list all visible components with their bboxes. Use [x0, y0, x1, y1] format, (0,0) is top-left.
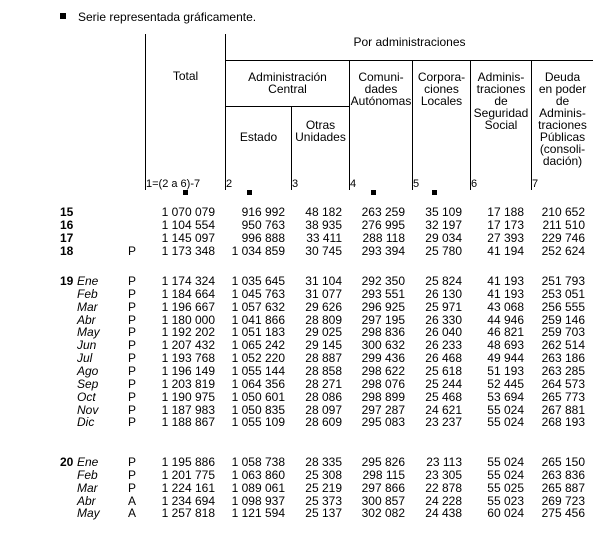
cell-value: 256 555 — [541, 299, 585, 314]
cell-value: 1 055 109 — [231, 415, 285, 430]
cell-value: 38 935 — [305, 217, 342, 232]
cell-value: 1 063 860 — [231, 467, 285, 482]
cell-value: 1 070 079 — [161, 205, 215, 219]
grid-line — [145, 34, 146, 190]
cell-value: 1 055 144 — [231, 363, 285, 378]
cell-value: 41 194 — [487, 243, 524, 258]
cell-value: 298 899 — [361, 389, 405, 404]
cell-value: 275 456 — [541, 506, 585, 521]
header-seguridad-social: Adminis- traciones de Seguridad Social — [473, 70, 529, 132]
cell-value: 263 285 — [541, 363, 585, 378]
cell-value: 25 618 — [425, 363, 462, 378]
cell-value: 51 193 — [487, 363, 524, 378]
cell-value: 55 024 — [487, 402, 524, 417]
cell-value: 25 219 — [305, 480, 342, 495]
cell-value: 259 703 — [541, 325, 585, 340]
cell-value: 269 723 — [541, 493, 585, 508]
table-row — [0, 219, 593, 232]
table-row — [0, 378, 593, 391]
cell-value: 41 193 — [487, 274, 524, 288]
header-corporaciones-locales: Corpora- ciones Locales — [417, 70, 466, 108]
cell-value: 1 050 835 — [231, 402, 285, 417]
cell-value: 300 632 — [361, 338, 405, 353]
cell-value: 28 609 — [305, 415, 342, 430]
cell-value: 52 445 — [487, 376, 524, 391]
cell-value: 1 034 859 — [231, 243, 285, 258]
cell-value: 1 203 819 — [161, 376, 215, 391]
row-status-flag: P — [128, 389, 137, 404]
graphed-series-marker-icon — [432, 190, 437, 195]
cell-value: 252 624 — [541, 243, 585, 258]
cell-value: 1 145 097 — [161, 230, 215, 245]
graphed-series-marker-icon — [371, 190, 376, 195]
cell-value: 1 196 149 — [161, 363, 215, 378]
cell-value: 264 573 — [541, 376, 585, 391]
cell-value: 31 104 — [305, 274, 342, 288]
cell-value: 28 335 — [305, 455, 342, 469]
row-year: 19 — [60, 274, 74, 288]
cell-value: 262 514 — [541, 338, 585, 353]
column-number: 1=(2 a 6)-7 — [146, 178, 201, 190]
cell-value: 259 146 — [541, 312, 585, 327]
row-status-flag: P — [128, 274, 137, 288]
row-status-flag: P — [128, 363, 137, 378]
cell-value: 25 244 — [425, 376, 462, 391]
cell-value: 288 118 — [362, 230, 405, 245]
row-month: Ene — [77, 274, 99, 288]
cell-value: 229 746 — [541, 230, 585, 245]
cell-value: 41 193 — [487, 286, 524, 301]
column-number: 7 — [532, 178, 539, 190]
cell-value: 29 025 — [305, 325, 342, 340]
row-month: Sep — [77, 376, 99, 391]
column-number: 6 — [471, 178, 478, 190]
table-row — [0, 288, 593, 301]
cell-value: 24 438 — [425, 506, 462, 521]
cell-value: 293 394 — [361, 243, 405, 258]
cell-value: 1 052 220 — [231, 351, 285, 366]
header-otras-unidades: Otras Unidades — [295, 118, 346, 144]
row-year: 18 — [60, 243, 74, 258]
row-status-flag: P — [128, 325, 137, 340]
cell-value: 55 025 — [487, 480, 524, 495]
cell-value: 1 035 645 — [231, 274, 285, 288]
cell-value: 295 083 — [361, 415, 405, 430]
row-status-flag: P — [128, 415, 137, 430]
row-year: 20 — [60, 455, 74, 469]
cell-value: 25 373 — [305, 493, 342, 508]
cell-value: 1 098 937 — [231, 493, 285, 508]
cell-value: 211 510 — [542, 217, 585, 232]
cell-value: 302 082 — [361, 506, 405, 521]
cell-value: 26 040 — [425, 325, 462, 340]
cell-value: 1 184 664 — [161, 286, 215, 301]
cell-value: 55 024 — [487, 455, 524, 469]
cell-value: 25 137 — [305, 506, 342, 521]
cell-value: 293 551 — [361, 286, 405, 301]
row-month: Mar — [77, 299, 98, 314]
cell-value: 28 097 — [305, 402, 342, 417]
cell-value: 30 745 — [305, 243, 342, 258]
row-status-flag: P — [128, 338, 137, 353]
row-month: Feb — [77, 467, 98, 482]
row-status-flag: P — [128, 312, 137, 327]
header-deuda-consolidacion: Deuda en poder de Adminis- traciones Públicas (consoli- dación) — [538, 70, 587, 168]
row-year: 16 — [60, 217, 74, 232]
cell-value: 1 058 738 — [231, 455, 285, 469]
cell-value: 25 824 — [425, 274, 462, 288]
cell-value: 297 195 — [361, 312, 405, 327]
cell-value: 17 188 — [487, 205, 524, 219]
cell-value: 298 622 — [361, 363, 405, 378]
cell-value: 26 130 — [425, 286, 462, 301]
cell-value: 26 330 — [425, 312, 462, 327]
row-month: Dic — [77, 415, 95, 430]
row-status-flag: P — [128, 467, 137, 482]
cell-value: 24 621 — [425, 402, 462, 417]
cell-value: 298 076 — [361, 376, 405, 391]
cell-value: 28 887 — [305, 351, 342, 366]
header-por-administraciones: Por administraciones — [353, 35, 466, 49]
cell-value: 28 858 — [305, 363, 342, 378]
cell-value: 297 866 — [361, 480, 405, 495]
graphed-series-marker-icon — [247, 190, 252, 195]
cell-value: 25 468 — [425, 389, 462, 404]
cell-value: 1 045 763 — [231, 286, 285, 301]
cell-value: 31 077 — [305, 286, 342, 301]
cell-value: 1 065 242 — [231, 338, 285, 353]
cell-value: 1 192 202 — [161, 325, 215, 340]
cell-value: 29 145 — [305, 338, 342, 353]
cell-value: 1 104 554 — [161, 217, 215, 232]
row-status-flag: P — [128, 376, 137, 391]
grid-line — [225, 34, 226, 190]
table-row — [0, 482, 593, 495]
cell-value: 26 233 — [425, 338, 462, 353]
row-year: 17 — [60, 230, 74, 245]
row-month: Oct — [77, 389, 96, 404]
cell-value: 1 188 867 — [161, 415, 215, 430]
row-year: 15 — [60, 205, 74, 219]
row-status-flag: P — [128, 286, 137, 301]
cell-value: 1 064 356 — [231, 376, 285, 391]
cell-value: 251 793 — [541, 274, 585, 288]
cell-value: 25 308 — [305, 467, 342, 482]
table-row — [0, 469, 593, 482]
cell-value: 1 190 975 — [161, 389, 215, 404]
cell-value: 28 271 — [305, 376, 342, 391]
cell-value: 29 034 — [425, 230, 462, 245]
table-row — [0, 391, 593, 404]
row-status-flag: A — [128, 493, 137, 508]
cell-value: 297 287 — [361, 402, 405, 417]
column-number: 3 — [292, 178, 299, 190]
cell-value: 299 436 — [361, 351, 405, 366]
table-row — [0, 232, 593, 245]
cell-value: 1 050 601 — [231, 389, 285, 404]
cell-value: 1 187 983 — [161, 402, 215, 417]
column-number: 5 — [413, 178, 420, 190]
cell-value: 253 051 — [541, 286, 585, 301]
row-status-flag: P — [128, 243, 137, 258]
cell-value: 1 196 667 — [161, 299, 215, 314]
cell-value: 1 193 768 — [161, 351, 215, 366]
cell-value: 263 836 — [541, 467, 585, 482]
grid-line — [225, 106, 349, 107]
cell-value: 265 887 — [541, 480, 585, 495]
cell-value: 996 888 — [241, 230, 285, 245]
cell-value: 43 068 — [487, 299, 524, 314]
row-month: May — [77, 506, 100, 521]
cell-value: 55 024 — [487, 467, 524, 482]
cell-value: 1 195 886 — [161, 455, 215, 469]
cell-value: 292 350 — [361, 274, 405, 288]
cell-value: 298 836 — [361, 325, 405, 340]
row-status-flag: A — [128, 506, 137, 521]
cell-value: 296 925 — [361, 299, 405, 314]
cell-value: 35 109 — [425, 205, 462, 219]
cell-value: 22 878 — [425, 480, 462, 495]
cell-value: 1 207 432 — [161, 338, 215, 353]
cell-value: 33 411 — [306, 230, 342, 245]
square-bullet-icon — [60, 13, 66, 19]
row-status-flag: P — [128, 455, 137, 469]
cell-value: 1 057 632 — [231, 299, 285, 314]
cell-value: 24 228 — [425, 493, 462, 508]
cell-value: 300 857 — [361, 493, 405, 508]
cell-value: 23 237 — [425, 415, 462, 430]
cell-value: 298 115 — [362, 467, 405, 482]
cell-value: 1 257 818 — [161, 506, 215, 521]
cell-value: 17 173 — [487, 217, 524, 232]
table-row — [0, 301, 593, 314]
cell-value: 1 174 324 — [161, 274, 215, 288]
cell-value: 48 693 — [487, 338, 524, 353]
row-month: Jul — [77, 351, 93, 366]
cell-value: 25 971 — [425, 299, 462, 314]
header-total: Total — [172, 69, 199, 83]
header-comunidades-autonomas: Comuni- dades Autónomas — [350, 70, 412, 108]
cell-value: 32 197 — [425, 217, 462, 232]
cell-value: 53 694 — [487, 389, 524, 404]
header-estado: Estado — [239, 130, 278, 144]
cell-value: 28 809 — [305, 312, 342, 327]
cell-value: 55 024 — [487, 415, 524, 430]
cell-value: 276 995 — [361, 217, 405, 232]
cell-value: 295 826 — [361, 455, 405, 469]
cell-value: 263 259 — [361, 205, 405, 219]
cell-value: 268 193 — [541, 415, 585, 430]
cell-value: 49 944 — [487, 351, 524, 366]
cell-value: 28 086 — [305, 389, 342, 404]
cell-value: 265 150 — [541, 455, 585, 469]
cell-value: 23 113 — [426, 455, 462, 469]
table-row — [0, 365, 593, 378]
column-number: 4 — [350, 178, 357, 190]
cell-value: 1 173 348 — [161, 243, 215, 258]
column-number: 2 — [226, 178, 233, 190]
cell-value: 29 626 — [305, 299, 342, 314]
row-month: Abr — [77, 493, 96, 508]
row-month: Nov — [77, 402, 99, 417]
cell-value: 1 051 183 — [231, 325, 285, 340]
cell-value: 55 023 — [487, 493, 524, 508]
cell-value: 26 468 — [425, 351, 462, 366]
row-month: May — [77, 325, 100, 340]
cell-value: 263 186 — [541, 351, 585, 366]
cell-value: 1 201 775 — [161, 467, 215, 482]
row-month: Mar — [77, 480, 98, 495]
cell-value: 267 881 — [541, 402, 585, 417]
row-status-flag: P — [128, 480, 137, 495]
cell-value: 1 089 061 — [231, 480, 285, 495]
cell-value: 46 821 — [487, 325, 524, 340]
cell-value: 44 946 — [487, 312, 524, 327]
cell-value: 265 773 — [541, 389, 585, 404]
cell-value: 1 121 594 — [231, 506, 285, 521]
cell-value: 25 780 — [425, 243, 462, 258]
row-month: Ago — [77, 363, 99, 378]
row-month: Ene — [77, 455, 99, 469]
table-row — [0, 416, 593, 429]
table-row — [0, 245, 593, 258]
cell-value: 1 234 694 — [161, 493, 215, 508]
row-month: Feb — [77, 286, 98, 301]
cell-value: 60 024 — [487, 506, 524, 521]
cell-value: 210 652 — [541, 205, 585, 219]
graphed-series-marker-icon — [183, 190, 188, 195]
header-administracion-central: Administración Central — [248, 70, 327, 96]
cell-value: 916 992 — [241, 205, 285, 219]
table-row — [0, 507, 593, 520]
cell-value: 48 182 — [305, 205, 342, 219]
cell-value: 1 180 000 — [161, 312, 215, 327]
cell-value: 27 393 — [487, 230, 524, 245]
row-month: Abr — [77, 312, 96, 327]
footnote — [60, 10, 256, 24]
cell-value: 23 305 — [425, 467, 462, 482]
cell-value: 1 224 161 — [161, 480, 215, 495]
cell-value: 1 041 866 — [231, 312, 285, 327]
footnote-text: Serie representada gráficamente. — [78, 10, 257, 24]
cell-value: 950 763 — [241, 217, 285, 232]
grid-line — [225, 60, 593, 61]
row-status-flag: P — [128, 299, 137, 314]
row-status-flag: P — [128, 402, 137, 417]
row-status-flag: P — [128, 351, 137, 366]
row-month: Jun — [77, 338, 97, 353]
